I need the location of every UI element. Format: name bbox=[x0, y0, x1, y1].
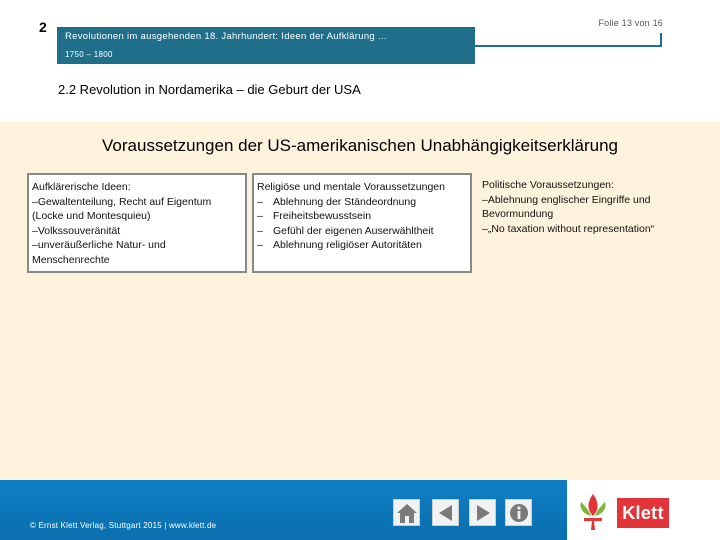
box-line: –Gewaltenteilung, Recht auf Eigentum (Locke und Montesquieu) bbox=[32, 195, 212, 222]
previous-slide-button[interactable] bbox=[432, 499, 459, 526]
chapter-title-bar bbox=[57, 27, 475, 47]
box-political bbox=[479, 173, 695, 273]
box-line: –„No taxation without representation“ bbox=[482, 222, 655, 235]
box-list-item bbox=[257, 238, 467, 253]
box-religious-mental bbox=[252, 173, 472, 273]
box-line: Ablehnung religiöser Autoritäten bbox=[273, 239, 422, 251]
fleur-de-lis-icon bbox=[575, 492, 611, 532]
slide-counter: Folie 13 von 16 bbox=[598, 18, 663, 28]
section-title: 2.2 Revolution in Nordamerika – die Geburt der USA bbox=[58, 82, 361, 97]
period-bar bbox=[57, 47, 475, 64]
home-icon bbox=[395, 502, 419, 524]
home-button[interactable] bbox=[393, 499, 420, 526]
box-line: Gefühl der eigenen Auserwähltheit bbox=[273, 224, 434, 237]
bullet-dash: – bbox=[257, 239, 263, 251]
copyright: © Ernst Klett Verlag, Stuttgart 2015 | www.klett.de bbox=[30, 521, 217, 530]
box-list-item bbox=[257, 209, 467, 224]
header-accent-line bbox=[475, 45, 662, 47]
box-line: –Volkssouveränität bbox=[32, 224, 121, 237]
chapter-title: Revolutionen im ausgehenden 18. Jahrhundert: Ideen der Aufklärung ... bbox=[65, 31, 387, 42]
info-icon bbox=[508, 502, 530, 524]
bullet-dash: – bbox=[257, 210, 263, 222]
main-heading: Voraussetzungen der US-amerikanischen Unabhängigkeitserklärung bbox=[102, 136, 618, 155]
box-line: –unveräußerliche Natur- und Menschenrechte bbox=[32, 239, 166, 266]
next-slide-icon bbox=[472, 502, 494, 524]
box-line: –Ablehnung englischer Eingriffe und Bevormundung bbox=[482, 193, 651, 220]
bullet-dash: – bbox=[257, 224, 263, 237]
content-panel bbox=[0, 122, 720, 480]
box-list-item bbox=[257, 195, 467, 210]
box-heading: Politische Voraussetzungen: bbox=[482, 179, 614, 191]
box-heading: Religiöse und mentale Voraussetzungen bbox=[257, 181, 445, 193]
previous-slide-icon bbox=[435, 502, 457, 524]
period-label: 1750 – 1800 bbox=[65, 50, 113, 59]
box-heading: Aufklärerische Ideen: bbox=[32, 181, 131, 193]
box-line: Ablehnung der Ständeordnung bbox=[273, 195, 417, 208]
chapter-number: 2 bbox=[39, 19, 47, 35]
box-enlightenment-ideas bbox=[27, 173, 247, 273]
logo-wordmark: Klett bbox=[617, 498, 669, 528]
next-slide-button[interactable] bbox=[469, 499, 496, 526]
footer bbox=[0, 480, 720, 540]
header-accent-tick bbox=[660, 33, 662, 47]
box-list-item bbox=[257, 224, 467, 239]
klett-logo[interactable] bbox=[567, 480, 720, 540]
bullet-dash: – bbox=[257, 195, 263, 208]
box-line: Freiheitsbewusstsein bbox=[273, 210, 372, 222]
info-button[interactable] bbox=[505, 499, 532, 526]
